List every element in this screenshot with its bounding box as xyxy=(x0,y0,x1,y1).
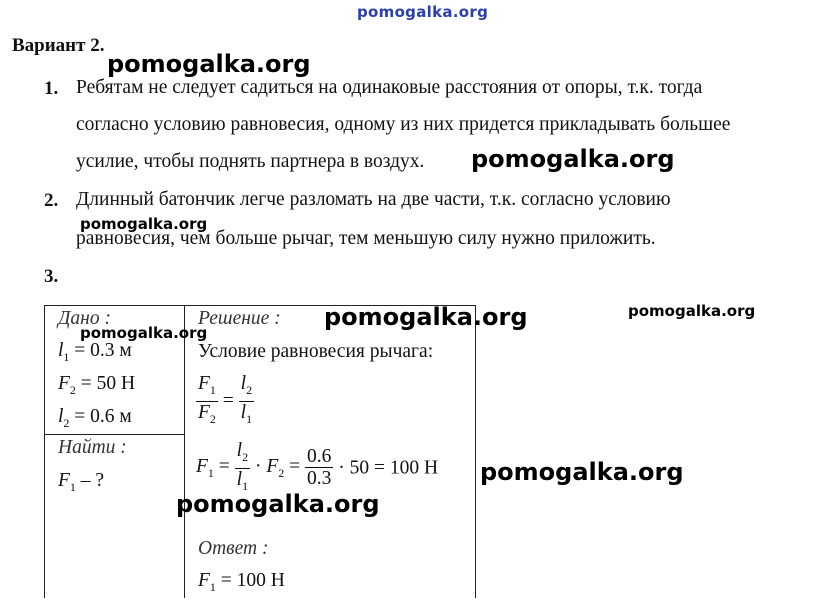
table-right-border xyxy=(475,305,476,598)
find-f1: $F_1$ – ? xyxy=(58,470,105,494)
table-given-divider xyxy=(44,434,185,435)
item-2-line-1: Длинный батончик легче разломать на две части, т.к. согласно условию xyxy=(76,189,671,210)
table-middle-border xyxy=(184,305,185,598)
watermark-1: pomogalka.org xyxy=(107,50,311,78)
watermark-5: pomogalka.org xyxy=(324,303,528,331)
answer-value: $F_1 = 100$ Н xyxy=(198,570,285,594)
given-l2: $l_2 = 0.6$ м xyxy=(58,406,132,430)
top-watermark: pomogalka.org xyxy=(357,3,489,21)
given-f2: $F_2 = 50$ Н xyxy=(58,373,136,397)
calculation-formula: $F_1$ = $\frac{l_2}{l_1}$ · $F_2$ = $\frac{0.6}{0.3}$ · 50 = 100 Н xyxy=(196,440,439,493)
item-1-line-2: согласно условию равновесия, одному из них придется прикладывать большее xyxy=(76,114,731,135)
watermark-6: pomogalka.org xyxy=(628,302,756,320)
equilibrium-formula: $\frac{F_1}{F_2}$ = $\frac{l_2}{l_1}$ xyxy=(198,373,253,426)
item-2-number: 2. xyxy=(44,190,59,211)
item-1-number: 1. xyxy=(44,78,59,99)
table-left-border xyxy=(44,305,45,598)
item-1-line-1: Ребятам не следует садиться на одинаковые расстояния от опоры, т.к. тогда xyxy=(76,77,703,98)
find-label: Найти : xyxy=(58,437,127,458)
answer-label: Ответ : xyxy=(198,538,269,559)
page-title: Вариант 2. xyxy=(12,35,105,56)
condition-text: Условие равновесия рычага: xyxy=(198,341,434,362)
watermark-2: pomogalka.org xyxy=(471,145,675,173)
watermark-4: pomogalka.org xyxy=(80,324,208,342)
given-label: Дано : xyxy=(58,308,111,329)
item-2-line-2: равновесия, чем больше рычаг, тем меньшую силу нужно приложить. xyxy=(76,228,656,249)
watermark-7: pomogalka.org xyxy=(480,458,684,486)
watermark-3: pomogalka.org xyxy=(80,215,208,233)
solution-label: Решение : xyxy=(198,308,281,329)
item-1-line-3: усилие, чтобы поднять партнера в воздух. xyxy=(76,151,425,172)
item-3-number: 3. xyxy=(44,266,59,287)
given-l1: $l_1 = 0.3$ м xyxy=(58,340,132,364)
watermark-8: pomogalka.org xyxy=(176,490,380,518)
